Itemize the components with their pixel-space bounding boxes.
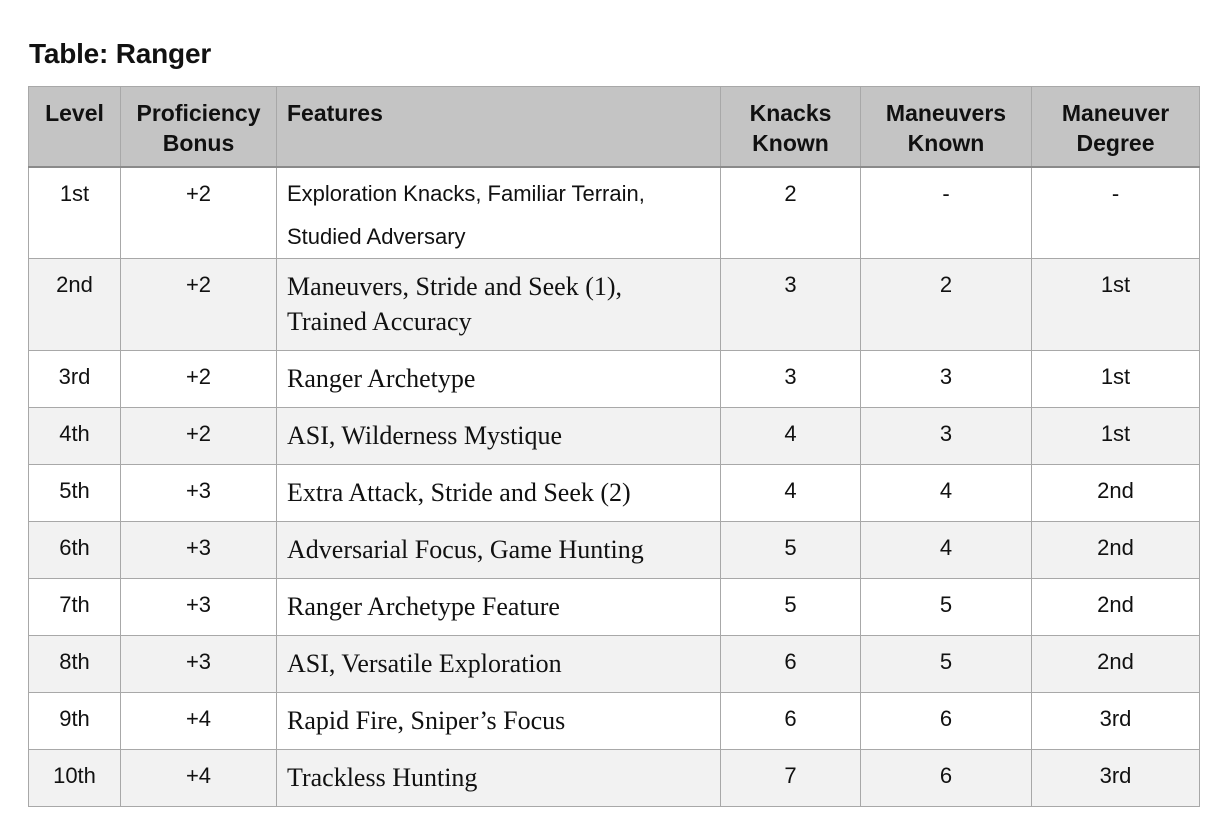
level-cell: 6th [29,522,121,579]
knacks-cell: 4 [721,408,861,465]
features-cell: Extra Attack, Stride and Seek (2) [277,465,721,522]
degree-cell: 1st [1032,351,1200,408]
maneuvers-cell: 6 [861,750,1032,807]
bonus-cell: +3 [121,579,277,636]
features-cell: Trackless Hunting [277,750,721,807]
features-cell: Ranger Archetype [277,351,721,408]
table-row [29,522,1200,579]
table-row [29,750,1200,807]
knacks-cell: 3 [721,259,861,351]
knacks-cell: 5 [721,579,861,636]
header-row [29,87,1200,167]
maneuvers-cell: 2 [861,259,1032,351]
knacks-cell: 6 [721,693,861,750]
knacks-cell: 5 [721,522,861,579]
degree-cell: 1st [1032,408,1200,465]
maneuvers-cell: 5 [861,579,1032,636]
degree-cell: 3rd [1032,693,1200,750]
maneuvers-cell: 4 [861,465,1032,522]
maneuvers-cell: 3 [861,408,1032,465]
table-row [29,167,1200,259]
knacks-cell: 3 [721,351,861,408]
features-cell: Ranger Archetype Feature [277,579,721,636]
table-row [29,465,1200,522]
bonus-cell: +4 [121,750,277,807]
bonus-cell: +2 [121,408,277,465]
header-level: Level [29,87,121,167]
ranger-table [28,86,1200,807]
level-cell: 5th [29,465,121,522]
bonus-cell: +3 [121,465,277,522]
maneuvers-cell: 5 [861,636,1032,693]
level-cell: 3rd [29,351,121,408]
bonus-cell: +3 [121,636,277,693]
degree-cell: 2nd [1032,636,1200,693]
knacks-cell: 7 [721,750,861,807]
maneuvers-cell: 3 [861,351,1032,408]
degree-cell: 2nd [1032,579,1200,636]
bonus-cell: +2 [121,167,277,259]
level-cell: 8th [29,636,121,693]
bonus-cell: +2 [121,351,277,408]
bonus-cell: +2 [121,259,277,351]
features-cell: Rapid Fire, Sniper’s Focus [277,693,721,750]
features-cell: ASI, Wilderness Mystique [277,408,721,465]
maneuvers-cell: - [861,167,1032,259]
header-maneuvers-known: Maneuvers Known [861,87,1032,167]
maneuvers-cell: 4 [861,522,1032,579]
table-row [29,693,1200,750]
degree-cell: 2nd [1032,465,1200,522]
page-title: Table: Ranger [29,38,212,69]
table-row [29,579,1200,636]
header-features: Features [277,87,721,167]
knacks-cell: 2 [721,167,861,259]
level-cell: 9th [29,693,121,750]
level-cell: 7th [29,579,121,636]
bonus-cell: +3 [121,522,277,579]
level-cell: 10th [29,750,121,807]
features-cell: ASI, Versatile Exploration [277,636,721,693]
features-cell: Adversarial Focus, Game Hunting [277,522,721,579]
features-cell: Maneuvers, Stride and Seek (1), Trained Accuracy [277,259,721,351]
knacks-cell: 4 [721,465,861,522]
level-cell: 1st [29,167,121,259]
knacks-cell: 6 [721,636,861,693]
table-row [29,636,1200,693]
level-cell: 4th [29,408,121,465]
bonus-cell: +4 [121,693,277,750]
level-cell: 2nd [29,259,121,351]
maneuvers-cell: 6 [861,693,1032,750]
table-row [29,408,1200,465]
degree-cell: - [1032,167,1200,259]
header-proficiency-bonus: Proficiency Bonus [121,87,277,167]
degree-cell: 1st [1032,259,1200,351]
table-row [29,351,1200,408]
table-row [29,259,1200,351]
degree-cell: 3rd [1032,750,1200,807]
features-cell: Exploration Knacks, Familiar Terrain, Studied Adversary [277,167,721,259]
header-knacks-known: Knacks Known [721,87,861,167]
degree-cell: 2nd [1032,522,1200,579]
header-maneuver-degree: Maneuver Degree [1032,87,1200,167]
